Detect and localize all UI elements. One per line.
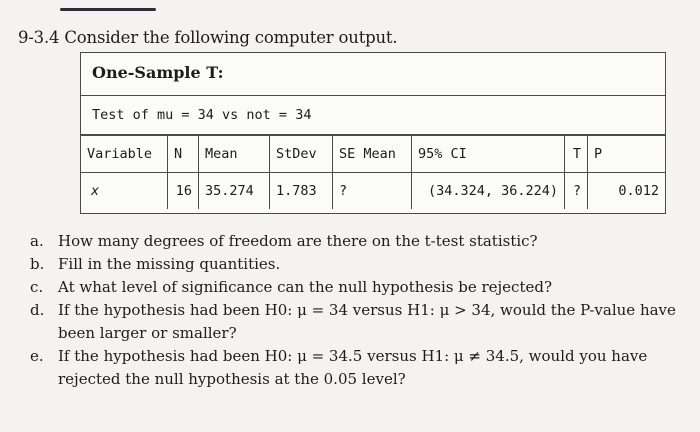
header-cell: N: [168, 136, 199, 173]
question-b: [18, 253, 698, 276]
header-cell: P: [588, 136, 666, 173]
header-cell: SE Mean: [333, 136, 412, 173]
problem-number: 9-3.4: [18, 28, 60, 47]
question-label: b.: [30, 255, 45, 273]
question-label: c.: [30, 278, 44, 296]
row-cell: 0.012: [588, 173, 666, 210]
table-header-row: [81, 136, 665, 173]
question-a: [18, 230, 698, 253]
problem-statement: Consider the following computer output.: [64, 28, 398, 47]
row-cell: 35.274: [199, 173, 270, 210]
header-cell: Mean: [199, 136, 270, 173]
question-text: If the hypothesis had been H0: μ = 34.5 versus H1: μ ≠ 34.5, would you have rejected the null hypothesis at the 0.05 level?: [58, 347, 648, 388]
output-title: One-Sample T:: [81, 53, 665, 96]
question-e: [18, 345, 698, 391]
row-cell: (34.324, 36.224): [412, 173, 565, 210]
question-text: If the hypothesis had been H0: μ = 34 versus H1: μ > 34, would the P-value have been larger or smaller?: [58, 301, 676, 342]
question-label: a.: [30, 232, 44, 250]
row-cell: 16: [168, 173, 199, 210]
question-d: [18, 299, 698, 345]
problem-title: [18, 28, 397, 47]
row-cell: ?: [565, 173, 588, 210]
computer-output-box: [80, 52, 666, 214]
row-cell: 1.783: [270, 173, 333, 210]
row-cell: ?: [333, 173, 412, 210]
output-table: [81, 135, 665, 209]
question-text: Fill in the missing quantities.: [58, 255, 281, 273]
question-label: e.: [30, 347, 44, 365]
question-text: At what level of significance can the null hypothesis be rejected?: [58, 278, 553, 296]
question-list: [18, 230, 698, 391]
header-cell: Variable: [81, 136, 168, 173]
question-c: [18, 276, 698, 299]
row-cell: x: [81, 173, 168, 210]
question-text: How many degrees of freedom are there on the t-test statistic?: [58, 232, 538, 250]
question-label: d.: [30, 301, 45, 319]
test-line: Test of mu = 34 vs not = 34: [81, 96, 665, 135]
header-cell: StDev: [270, 136, 333, 173]
header-cell: T: [565, 136, 588, 173]
top-rule: [60, 8, 156, 11]
table-row: [81, 173, 665, 210]
header-cell: 95% CI: [412, 136, 565, 173]
